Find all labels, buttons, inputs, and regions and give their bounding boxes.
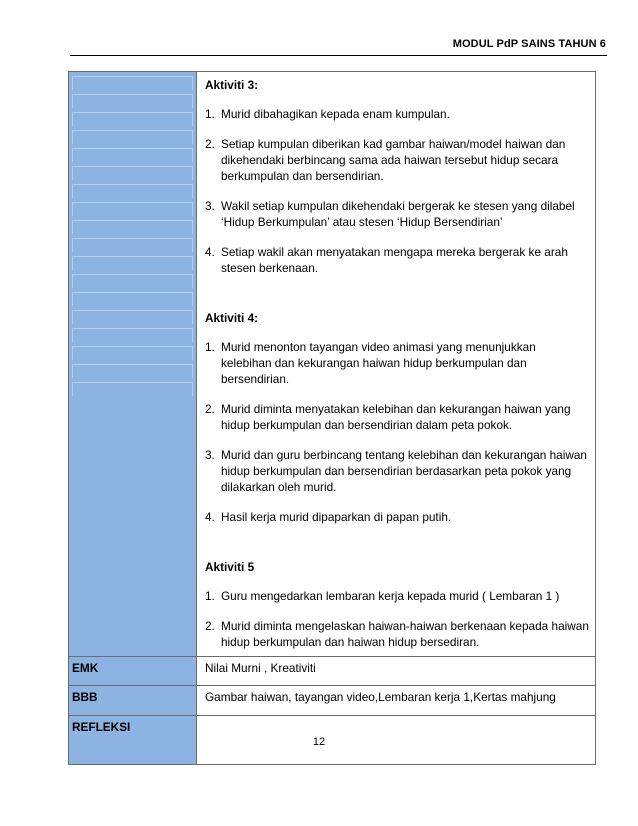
activity-list: [205, 588, 589, 650]
list-item: 2. Murid diminta menyatakan kelebihan dan kekurangan haiwan yang hidup berkumpulan dan bersendirian dalam peta pokok.: [205, 402, 571, 432]
list-item: 3. Wakil setiap kumpulan dikehendaki bergerak ke stesen yang dilabel ‘Hidup Berkumpulan’ atau stesen ‘Hidup Bersendirian’: [205, 199, 575, 229]
bbb-row: [69, 686, 596, 716]
list-item: 3. Murid dan guru berbincang tentang kelebihan dan kekurangan haiwan hidup berkumpulan dan bersendirian berdasarkan peta pokok yang dilakarkan oleh murid.: [205, 448, 587, 494]
refleksi-label: REFLEKSI: [69, 716, 197, 765]
emk-label: EMK: [69, 657, 197, 686]
emk-value: Nilai Murni , Kreativiti: [197, 657, 596, 686]
list-item: 4. Hasil kerja murid dipaparkan di papan putih.: [205, 510, 452, 524]
activity-list: [205, 106, 589, 276]
page-number: 12: [312, 736, 326, 748]
activity-title: Aktiviti 3:: [205, 78, 259, 92]
activity-list: [205, 339, 589, 525]
list-item: 4. Setiap wakil akan menyatakan mengapa mereka bergerak ke arah stesen berkenaan.: [205, 245, 568, 275]
list-item: 2. Murid diminta mengelaskan haiwan-haiwan berkenaan kepada haiwan hidup berkumpulan dan haiwan hidup bersediran.: [205, 619, 589, 649]
lesson-plan-table: [68, 71, 596, 765]
list-item: 1. Murid menonton tayangan video animasi yang menunjukkan kelebihan dan kekurangan haiwan hidup berkumpulan dan bersendirian.: [205, 340, 536, 386]
bbb-value: Gambar haiwan, tayangan video,Lembaran kerja 1,Kertas mahjung: [197, 686, 596, 716]
list-item: 1. Guru mengedarkan lembaran kerja kepada murid ( Lembaran 1 ): [205, 589, 560, 603]
left-cell-stripes: [69, 72, 196, 396]
list-item: 1. Murid dibahagikan kepada enam kumpulan.: [205, 107, 450, 121]
activities-left-cell: [69, 72, 197, 657]
header-rule: [70, 55, 607, 56]
bbb-label: BBB: [69, 686, 197, 716]
module-header: MODUL PdP SAINS TAHUN 6: [452, 38, 606, 50]
emk-row: [69, 657, 596, 686]
activities-content-cell: [197, 72, 596, 657]
activity-title: Aktiviti 4:: [205, 311, 259, 325]
activities-row: [69, 72, 596, 657]
activity-title: Aktiviti 5: [205, 560, 255, 574]
list-item: 2. Setiap kumpulan diberikan kad gambar haiwan/model haiwan dan dikehendaki berbincang sama ada haiwan tersebut hidup secara berkumpulan dan bersendirian.: [205, 137, 566, 183]
